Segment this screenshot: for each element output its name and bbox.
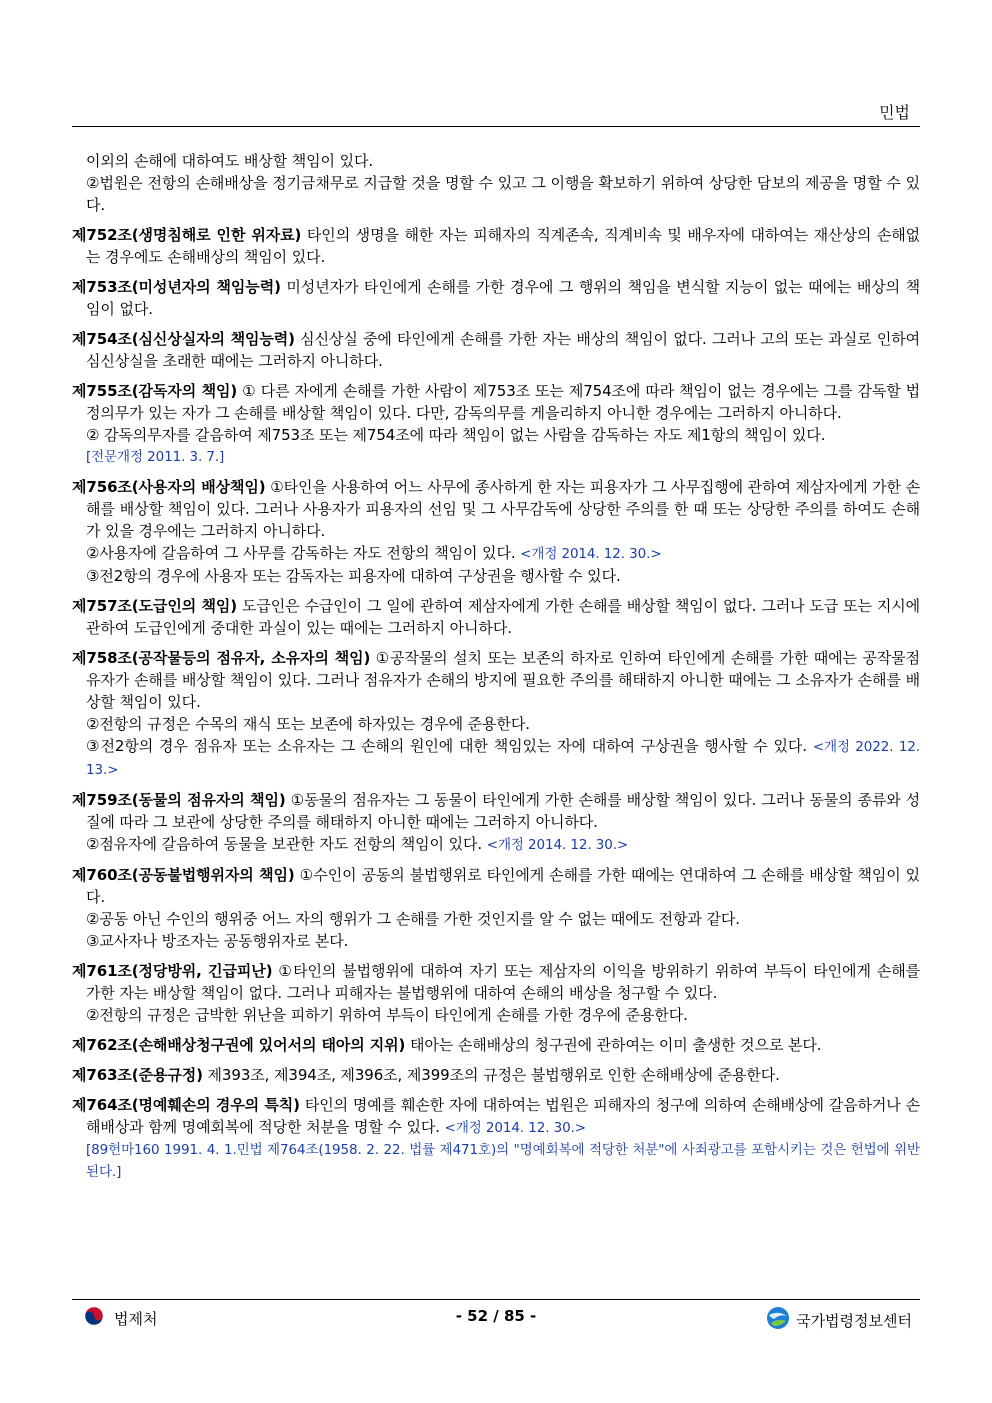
article-756-paragraph-3: ③전2항의 경우에 사용자 또는 감독자는 피용자에 대하여 구상권을 행사할 수 있다. xyxy=(86,567,621,585)
article-760-paragraph-2: ②공동 아닌 수인의 행위중 어느 자의 행위가 그 손해를 가한 것인지를 알 수 없는 때에도 전항과 같다. xyxy=(86,910,740,928)
article-764-amendment-note: <개정 2014. 12. 30.> xyxy=(444,1120,586,1136)
article-763-title: 제763조(준용규정) xyxy=(72,1066,203,1084)
article-760-body: ①수인이 공동의 불법행위로 타인에게 손해를 가한 때에는 연대하여 그 손해를 배상할 책임이 있다. xyxy=(86,866,921,906)
page-number: - 52 / 85 - xyxy=(455,1307,537,1325)
article-756-amendment-note: <개정 2014. 12. 30.> xyxy=(520,546,662,562)
article-755 xyxy=(72,380,920,424)
article-759-body: ①동물의 점유자는 그 동물이 타인에게 가한 손해를 배상할 책임이 있다. 그러나 동물의 종류와 성질에 따라 그 보관에 상당한 주의를 해태하지 아니한 때에는 그러하지 아니하다. xyxy=(86,791,920,831)
article-757-title: 제757조(도급인의 책임) xyxy=(72,597,238,615)
article-755-title: 제755조(감독자의 책임) xyxy=(72,382,238,400)
article-764-body: 타인의 명예를 훼손한 자에 대하여는 법원은 피해자의 청구에 의하여 손해배상에 갈음하거나 손해배상과 함께 명예회복에 적당한 처분을 명할 수 있다. xyxy=(86,1096,920,1136)
article-761 xyxy=(72,960,920,1004)
article-756-paragraph-2-text: ②사용자에 갈음하여 그 사무를 감독하는 자도 전항의 책임이 있다. xyxy=(86,544,521,562)
article-758-amendment-note: <개정 2022. 12. 13.> xyxy=(86,739,920,778)
article-760-paragraph-3: ③교사자나 방조자는 공동행위자로 본다. xyxy=(86,932,349,950)
article-764 xyxy=(72,1094,920,1139)
continuation-text: 이외의 손해에 대하여도 배상할 책임이 있다. xyxy=(86,152,374,170)
article-762 xyxy=(72,1034,920,1056)
footer-right-label: 국가법령정보센터 xyxy=(796,1311,912,1330)
article-758-paragraph-3 xyxy=(72,735,920,781)
page-footer xyxy=(72,1306,920,1332)
article-754 xyxy=(72,328,920,372)
article-754-body: 심신상실 중에 타인에게 손해를 가한 자는 배상의 책임이 없다. 그러나 고의 또는 과실로 인하여 심신상실을 초래한 때에는 그러하지 아니하다. xyxy=(86,330,920,370)
article-759-title: 제759조(동물의 점유자의 책임) xyxy=(72,791,286,809)
article-752 xyxy=(72,224,920,268)
article-758 xyxy=(72,647,920,713)
article-759-paragraph-2-text: ②점유자에 갈음하여 동물을 보관한 자도 전항의 책임이 있다. xyxy=(86,835,487,853)
article-756-title: 제756조(사용자의 배상책임) xyxy=(72,478,266,496)
article-753 xyxy=(72,276,920,320)
article-762-title: 제762조(손해배상청구권에 있어서의 태아의 지위) xyxy=(72,1036,406,1054)
article-758-title: 제758조(공작물등의 점유자, 소유자의 책임) xyxy=(72,649,371,667)
article-758-paragraph-3-text: ③전2항의 경우 점유자 또는 소유자는 그 손해의 원인에 대한 책임있는 자에 대하여 구상권을 행사할 수 있다. xyxy=(86,737,813,755)
article-753-title: 제753조(미성년자의 책임능력) xyxy=(72,278,281,296)
article-760 xyxy=(72,864,920,908)
document-body xyxy=(72,150,920,1183)
article-759-paragraph-2 xyxy=(72,833,920,856)
article-756-paragraph-2 xyxy=(72,542,920,565)
article-759 xyxy=(72,789,920,833)
article-764-title: 제764조(명예훼손의 경우의 특칙) xyxy=(72,1096,300,1114)
article-764-court-decision-note: [89헌마160 1991. 4. 1.민법 제764조(1958. 2. 22. 법률 제471호)의 "명예회복에 적당한 처분"에 사죄광고를 포함시키는 것은 헌법에 위반된다.] xyxy=(86,1142,920,1180)
globe-logo-icon xyxy=(766,1306,790,1334)
article-758-body: ①공작물의 설치 또는 보존의 하자로 인하여 타인에게 손해를 가한 때에는 공작물점유자가 손해를 배상할 책임이 있다. 그러나 점유자가 손해의 방지에 필요한 주의를 해태하지 아니한 때에는 그 소유자가 손해를 배상할 책임이 있다. xyxy=(86,649,921,711)
document-title: 민법 xyxy=(879,103,910,122)
footer-divider xyxy=(72,1299,920,1300)
article-761-body: ①타인의 불법행위에 대하여 자기 또는 제삼자의 이익을 방위하기 위하여 부득이 타인에게 손해를 가한 자는 배상할 책임이 없다. 그러나 피해자는 불법행위에 대하여 손해의 배상을 청구할 수 있다. xyxy=(86,962,920,1002)
article-760-title: 제760조(공동불법행위자의 책임) xyxy=(72,866,295,884)
article-755-amendment-note: [전문개정 2011. 3. 7.] xyxy=(86,449,225,465)
continuation-paragraph-2: ②법원은 전항의 손해배상을 정기금채무로 지급할 것을 명할 수 있고 그 이행을 확보하기 위하여 상당한 담보의 제공을 명할 수 있다. xyxy=(86,174,920,214)
article-756 xyxy=(72,476,920,542)
article-759-amendment-note: <개정 2014. 12. 30.> xyxy=(486,837,629,853)
article-761-paragraph-2: ②전항의 규정은 급박한 위난을 피하기 위하여 부득이 타인에게 손해를 가한 경우에 준용한다. xyxy=(86,1006,688,1024)
article-755-body: ① 다른 자에게 손해를 가한 사람이 제753조 또는 제754조에 따라 책임이 없는 경우에는 그를 감독할 법정의무가 있는 자가 그 손해를 배상할 책임이 있다. 다만, 감독의무를 게을리하지 아니한 경우에는 그러하지 아니하다. xyxy=(86,382,920,422)
article-762-body: 태아는 손해배상의 청구권에 관하여는 이미 출생한 것으로 본다. xyxy=(405,1036,822,1054)
article-761-title: 제761조(정당방위, 긴급피난) xyxy=(72,962,273,980)
article-757 xyxy=(72,595,920,639)
article-756-body: ①타인을 사용하여 어느 사무에 종사하게 한 자는 피용자가 그 사무집행에 관하여 제삼자에게 가한 손해를 배상할 책임이 있다. 그러나 사용자가 피용자의 선임 및 그 사무감독에 상당한 주의를 한 때 또는 상당한 주의를 하여도 손해가 있을 경우에는 그러하지 아니하다. xyxy=(86,478,920,540)
article-752-body: 타인의 생명을 해한 자는 피해자의 직계존속, 직계비속 및 배우자에 대하여는 재산상의 손해없는 경우에도 손해배상의 책임이 있다. xyxy=(86,226,920,266)
footer-left-label: 법제처 xyxy=(114,1309,158,1328)
article-758-paragraph-2: ②전항의 규정은 수목의 재식 또는 보존에 하자있는 경우에 준용한다. xyxy=(86,715,530,733)
article-763-body: 제393조, 제394조, 제396조, 제399조의 규정은 불법행위로 인한 손해배상에 준용한다. xyxy=(202,1066,780,1084)
footer-right xyxy=(766,1306,912,1334)
article-757-body: 도급인은 수급인이 그 일에 관하여 제삼자에게 가한 손해를 배상할 책임이 없다. 그러나 도급 또는 지시에 관하여 도급인에게 중대한 과실이 있는 때에는 그러하지 아니하다. xyxy=(86,597,921,637)
article-755-paragraph-2: ② 감독의무자를 갈음하여 제753조 또는 제754조에 따라 책임이 없는 사람을 감독하는 자도 제1항의 책임이 있다. xyxy=(86,426,826,444)
article-752-title: 제752조(생명침해로 인한 위자료) xyxy=(72,226,302,244)
article-754-title: 제754조(심신상실자의 책임능력) xyxy=(72,330,295,348)
article-753-body: 미성년자가 타인에게 손해를 가한 경우에 그 행위의 책임을 변식할 지능이 없는 때에는 배상의 책임이 없다. xyxy=(86,278,920,318)
article-763 xyxy=(72,1064,920,1086)
header-divider xyxy=(72,126,920,127)
